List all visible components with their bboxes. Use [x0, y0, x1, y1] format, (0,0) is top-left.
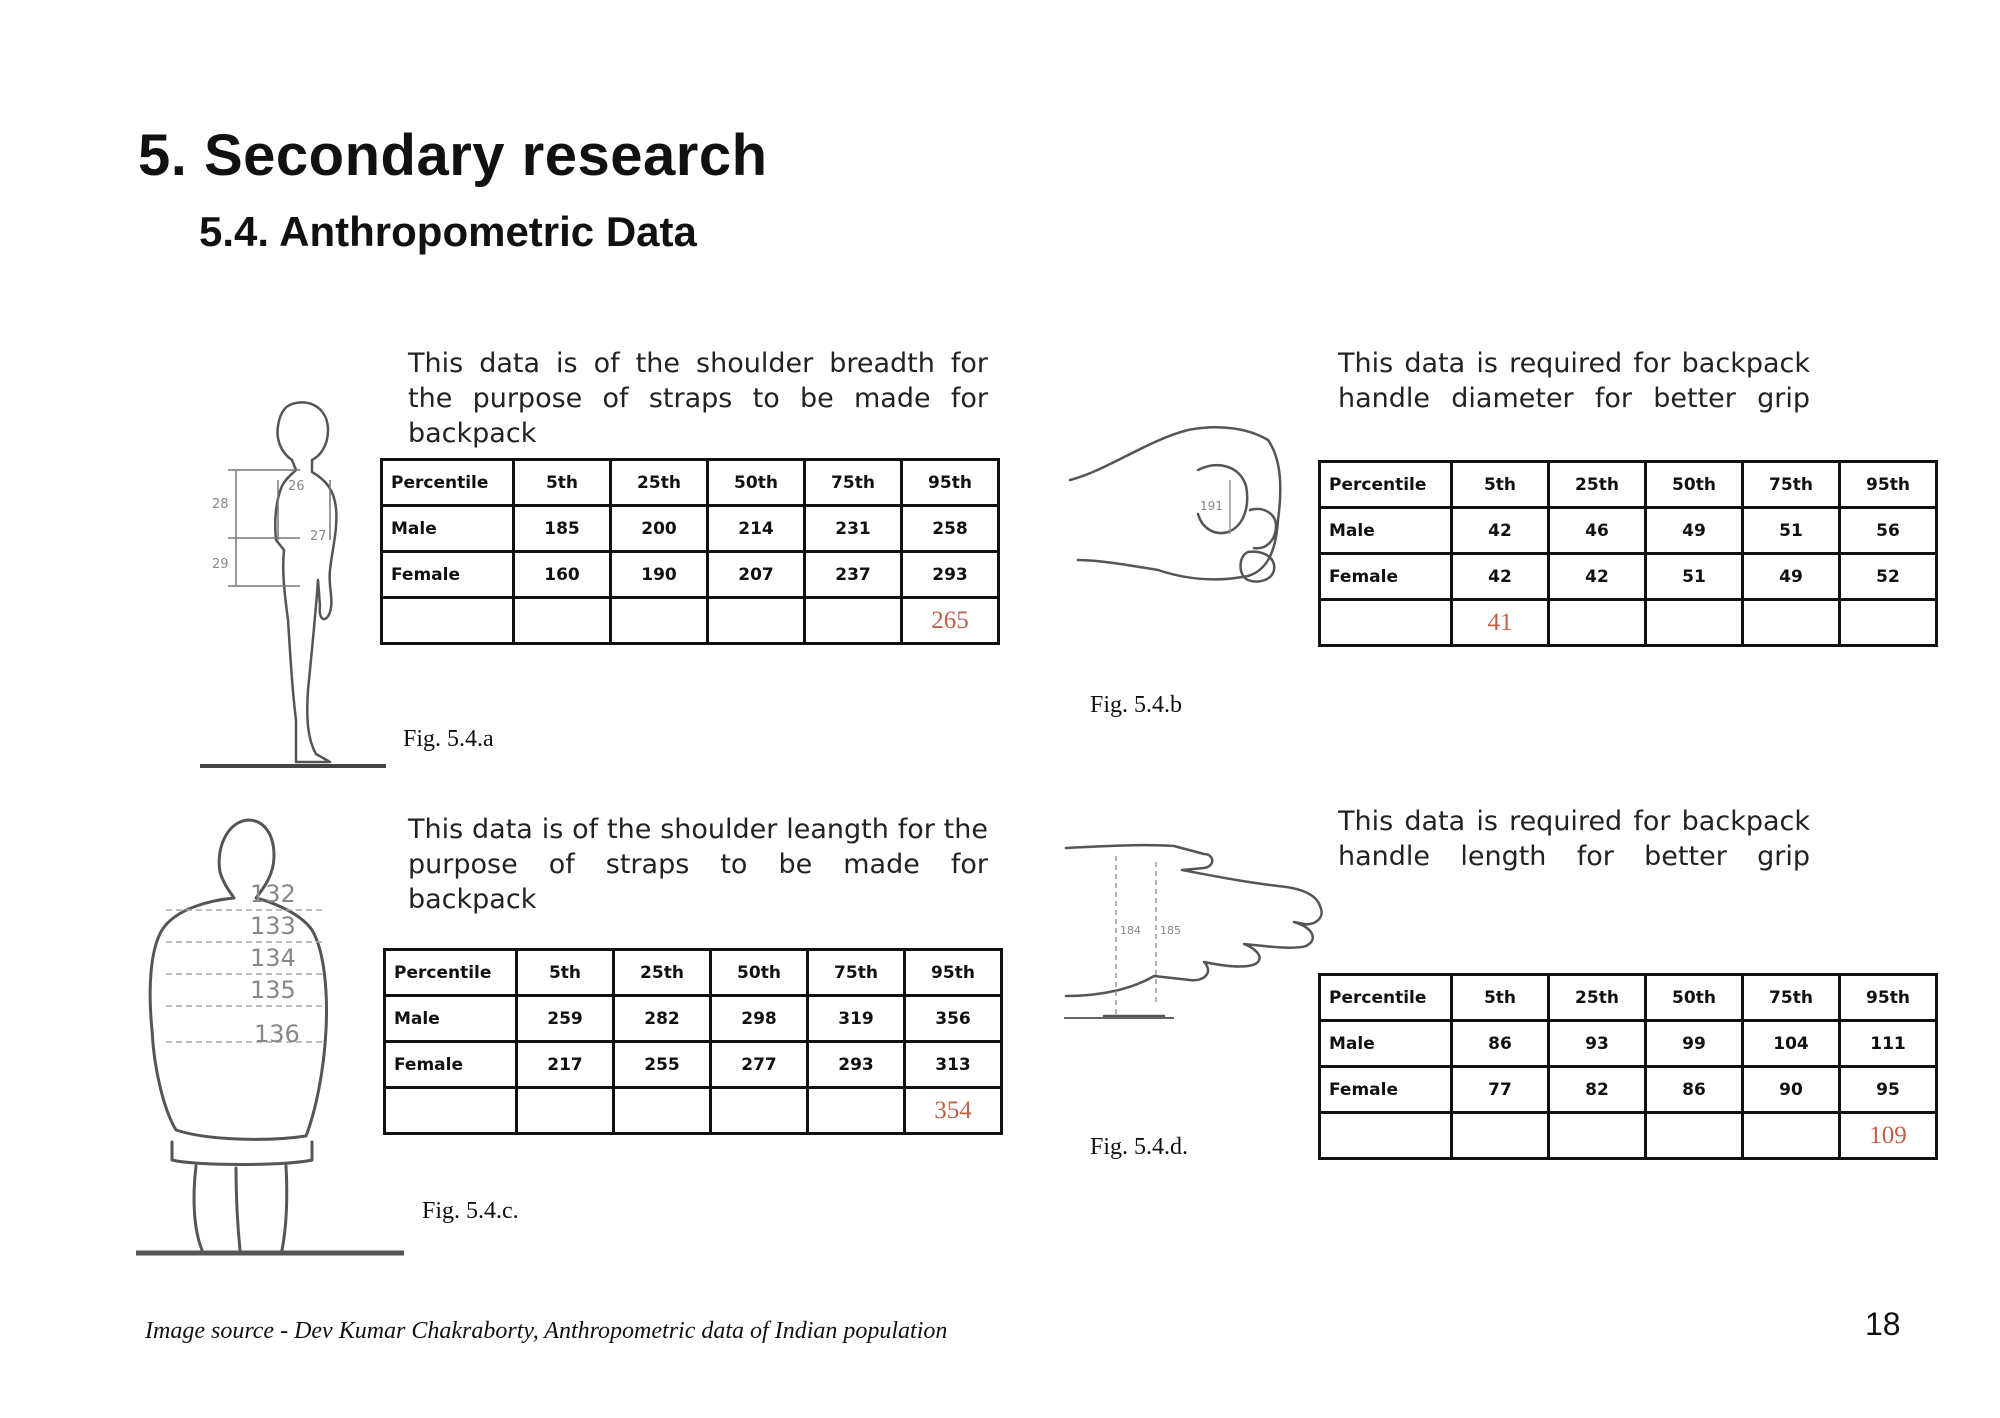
table-cell: 258 — [902, 506, 999, 552]
table-cell — [1840, 600, 1937, 646]
table-cell: Male — [1320, 508, 1452, 554]
table-cell: 277 — [711, 1042, 808, 1088]
table-cell: 25th — [614, 950, 711, 996]
handle-length-table — [1318, 973, 1938, 1160]
table-cell: Female — [1320, 554, 1452, 600]
page-number: 18 — [1865, 1306, 1901, 1342]
table-cell — [385, 1088, 517, 1134]
table-cell: Male — [1320, 1021, 1452, 1067]
figure-caption: Fig. 5.4.d. — [1090, 1134, 1189, 1160]
table-cell: Percentile — [385, 950, 517, 996]
table-cell: 25th — [1549, 975, 1646, 1021]
table-cell: 75th — [805, 460, 902, 506]
figure-seated-back-silhouette — [136, 810, 406, 1260]
table-cell: 49 — [1743, 554, 1840, 600]
figure-label: 185 — [1160, 924, 1181, 937]
table-cell: 5th — [517, 950, 614, 996]
table-cell — [711, 1088, 808, 1134]
panel-d-description: This data is required for backpack handle length for better grip — [1338, 806, 1810, 872]
table-cell: 5th — [1452, 462, 1549, 508]
table-cell: 200 — [611, 506, 708, 552]
panel-b-description: This data is required for backpack handle diameter for better grip — [1338, 348, 1810, 414]
table-header-row — [1320, 975, 1937, 1021]
figure-caption: Fig. 5.4.b — [1090, 692, 1183, 718]
table-cell: 207 — [708, 552, 805, 598]
table-cell: 237 — [805, 552, 902, 598]
table-cell: 82 — [1549, 1067, 1646, 1113]
table-cell — [1549, 1113, 1646, 1159]
table-row — [1320, 600, 1937, 646]
table-cell: 319 — [808, 996, 905, 1042]
figure-caption: Fig. 5.4.c. — [422, 1198, 519, 1224]
table-cell: 50th — [708, 460, 805, 506]
table-row — [1320, 508, 1937, 554]
table-cell: 50th — [711, 950, 808, 996]
table-cell: 95th — [1840, 462, 1937, 508]
table-cell: 99 — [1646, 1021, 1743, 1067]
table-cell — [1743, 1113, 1840, 1159]
table-cell: 282 — [614, 996, 711, 1042]
table-cell: Male — [382, 506, 514, 552]
table-row — [385, 996, 1002, 1042]
figure-standing-side-silhouette — [200, 390, 390, 775]
table-cell: 95th — [1840, 975, 1937, 1021]
table-cell: 298 — [711, 996, 808, 1042]
highlight-value: 109 — [1840, 1113, 1937, 1159]
table-row — [1320, 554, 1937, 600]
table-cell: 50th — [1646, 975, 1743, 1021]
table-cell: Female — [382, 552, 514, 598]
table-cell: 86 — [1452, 1021, 1549, 1067]
table-cell: 75th — [1743, 462, 1840, 508]
table-cell: 42 — [1549, 554, 1646, 600]
table-cell: 52 — [1840, 554, 1937, 600]
table-cell — [1646, 1113, 1743, 1159]
table-row — [385, 1088, 1002, 1134]
table-cell: Percentile — [1320, 975, 1452, 1021]
table-cell: Female — [385, 1042, 517, 1088]
table-cell — [1743, 600, 1840, 646]
shoulder-breadth-table — [380, 458, 1000, 645]
table-cell — [805, 598, 902, 644]
figure-label: 184 — [1120, 924, 1141, 937]
table-cell: 93 — [1549, 1021, 1646, 1067]
table-cell — [1320, 600, 1452, 646]
table-cell: 25th — [611, 460, 708, 506]
table-cell — [808, 1088, 905, 1134]
highlight-value: 354 — [905, 1088, 1002, 1134]
table-cell: 259 — [517, 996, 614, 1042]
figure-label: 133 — [250, 912, 296, 940]
table-cell — [1320, 1113, 1452, 1159]
table-cell: 293 — [808, 1042, 905, 1088]
table-cell: 51 — [1743, 508, 1840, 554]
figure-hand-length — [1064, 836, 1334, 1026]
table-row — [382, 506, 999, 552]
figure-label: 27 — [310, 529, 327, 544]
panel-a-description: This data is of the shoulder breadth for the purpose of straps to be made for backpack — [408, 348, 988, 449]
figure-label: 191 — [1200, 499, 1223, 513]
figure-label: 135 — [250, 976, 296, 1004]
table-cell: Percentile — [1320, 462, 1452, 508]
highlight-value: 41 — [1452, 600, 1549, 646]
table-header-row — [1320, 462, 1937, 508]
table-header-row — [382, 460, 999, 506]
table-row — [1320, 1021, 1937, 1067]
highlight-value: 265 — [902, 598, 999, 644]
table-cell: 42 — [1452, 508, 1549, 554]
section-subtitle: 5.4. Anthropometric Data — [199, 208, 697, 255]
table-cell: Percentile — [382, 460, 514, 506]
table-cell — [1549, 600, 1646, 646]
figure-label: 134 — [250, 944, 296, 972]
table-cell — [517, 1088, 614, 1134]
table-cell: 51 — [1646, 554, 1743, 600]
table-cell: 25th — [1549, 462, 1646, 508]
table-cell — [382, 598, 514, 644]
figure-hand-grip-diameter — [1068, 410, 1288, 590]
figure-label: 29 — [212, 557, 229, 572]
table-cell: 185 — [514, 506, 611, 552]
page-title: 5. Secondary research — [138, 123, 768, 188]
table-cell — [708, 598, 805, 644]
table-cell: 49 — [1646, 508, 1743, 554]
figure-caption: Fig. 5.4.a — [403, 726, 494, 752]
table-cell: 293 — [902, 552, 999, 598]
table-row — [382, 552, 999, 598]
handle-diameter-table — [1318, 460, 1938, 647]
figure-label: 28 — [212, 497, 229, 512]
table-cell: 95 — [1840, 1067, 1937, 1113]
table-cell: 77 — [1452, 1067, 1549, 1113]
table-row — [382, 598, 999, 644]
panel-c-description: This data is of the shoulder leangth for the purpose of straps to be made for backpack — [408, 814, 988, 915]
figure-label: 26 — [288, 479, 305, 494]
shoulder-length-table — [383, 948, 1003, 1135]
table-cell: 90 — [1743, 1067, 1840, 1113]
table-cell: 95th — [902, 460, 999, 506]
table-cell: 42 — [1452, 554, 1549, 600]
table-cell: 313 — [905, 1042, 1002, 1088]
table-cell: 75th — [1743, 975, 1840, 1021]
table-row — [385, 1042, 1002, 1088]
table-cell: 86 — [1646, 1067, 1743, 1113]
table-cell — [1452, 1113, 1549, 1159]
table-cell: 255 — [614, 1042, 711, 1088]
table-header-row — [385, 950, 1002, 996]
table-cell: 5th — [514, 460, 611, 506]
table-cell: Female — [1320, 1067, 1452, 1113]
table-row — [1320, 1113, 1937, 1159]
table-cell: 56 — [1840, 508, 1937, 554]
table-cell: 356 — [905, 996, 1002, 1042]
table-cell: 160 — [514, 552, 611, 598]
table-cell: Male — [385, 996, 517, 1042]
figure-label: 132 — [250, 880, 296, 908]
table-cell — [614, 1088, 711, 1134]
table-cell: 217 — [517, 1042, 614, 1088]
table-cell: 50th — [1646, 462, 1743, 508]
table-cell — [611, 598, 708, 644]
table-cell: 104 — [1743, 1021, 1840, 1067]
image-source-credit: Image source - Dev Kumar Chakraborty, Anthropometric data of Indian population — [145, 1318, 948, 1344]
table-cell — [514, 598, 611, 644]
table-cell — [1646, 600, 1743, 646]
table-cell: 46 — [1549, 508, 1646, 554]
table-cell: 95th — [905, 950, 1002, 996]
table-cell: 190 — [611, 552, 708, 598]
table-cell: 5th — [1452, 975, 1549, 1021]
table-cell: 231 — [805, 506, 902, 552]
table-row — [1320, 1067, 1937, 1113]
figure-label: 136 — [254, 1020, 300, 1048]
table-cell: 214 — [708, 506, 805, 552]
table-cell: 75th — [808, 950, 905, 996]
table-cell: 111 — [1840, 1021, 1937, 1067]
